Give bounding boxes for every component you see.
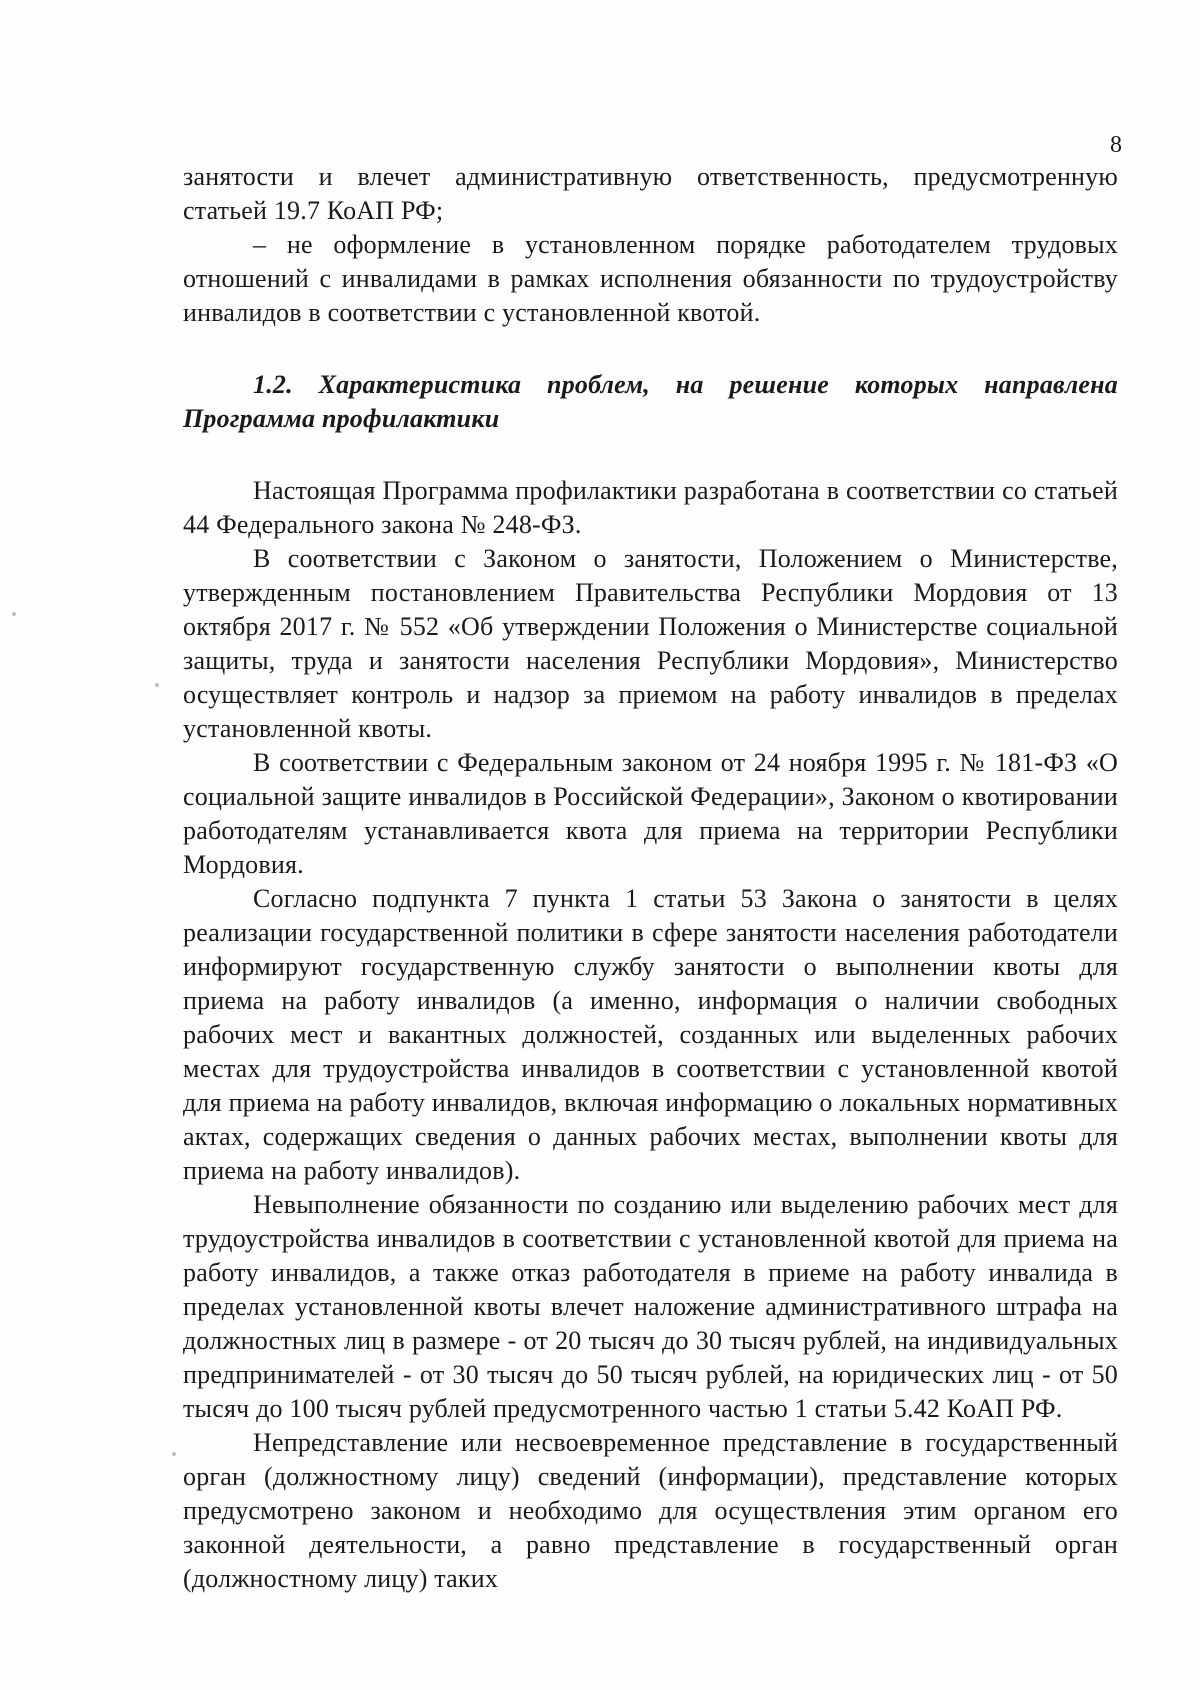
paragraph: Настоящая Программа профилактики разработана в соответствии со статьей 44 Федерального закона № 248-ФЗ. (183, 476, 1118, 539)
paragraph: Невыполнение обязанности по созданию или выделению рабочих мест для трудоустройства инвалидов в соответствии с установленной квотой для приема на работу инвалидов, а также отказ работодателя в приеме на работу инвалида в пределах установленной квоты влечет наложение административного штрафа на должностных лиц в размере - от 20 тысяч до 30 тысяч рублей, на индивидуальных предпринимателей - от 30 тысяч до 50 тысяч рублей, на юридических лиц - от 50 тысяч до 100 тысяч рублей предусмотренного частью 1 статьи 5.42 КоАП РФ. (183, 1190, 1118, 1423)
paragraph: В соответствии с Федеральным законом от 24 ноября 1995 г. № 181-ФЗ «О социальной защите инвалидов в Российской Федерации», Законом о квотировании работодателям устанавливается квота для приема на территории Республики Мордовия. (183, 748, 1118, 879)
scan-speck (12, 612, 16, 616)
paragraph: В соответствии с Законом о занятости, Положением о Министерстве, утвержденным постановлением Правительства Республики Мордовия от 13 октября 2017 г. № 552 «Об утверждении Положения о Министерстве социальной защиты, труда и занятости населения Республики Мордовия», Министерство осуществляет контроль и надзор за приемом на работу инвалидов в пределах установленной квоты. (183, 544, 1118, 743)
paragraph: Согласно подпункта 7 пункта 1 статьи 53 Закона о занятости в целях реализации государственной политики в сфере занятости населения работодатели информируют государственную службу занятости о выполнении квоты для приема на работу инвалидов (а именно, информация о наличии свободных рабочих мест и вакантных должностей, созданных или выделенных рабочих местах для трудоустройства инвалидов в соответствии с установленной квотой для приема на работу инвалидов, включая информацию о локальных нормативных актах, содержащих сведения о данных рабочих местах, выполнении квоты для приема на работу инвалидов). (183, 884, 1118, 1185)
list-item-dash: – не оформление в установленном порядке работодателем трудовых отношений с инвалидами в рамках исполнения обязанности по трудоустройству инвалидов в соответствии с установленной квотой. (183, 230, 1118, 327)
section-heading: 1.2. Характеристика проблем, на решение которых направлена Программа профилактики (183, 370, 1118, 433)
paragraph-continuation: занятости и влечет административную ответственность, предусмотренную статьей 19.7 КоАП РФ; (183, 162, 1118, 225)
scan-speck (155, 683, 159, 687)
scan-speck (172, 1452, 176, 1456)
page-number: 8 (1110, 132, 1122, 158)
paragraph: Непредставление или несвоевременное представление в государственный орган (должностному лицу) сведений (информации), представление которых предусмотрено законом и необходимо для осуществления этим органом его законной деятельности, а равно представление в государственный орган (должностному лицу) таких (183, 1428, 1118, 1593)
document-body (183, 160, 1118, 1596)
